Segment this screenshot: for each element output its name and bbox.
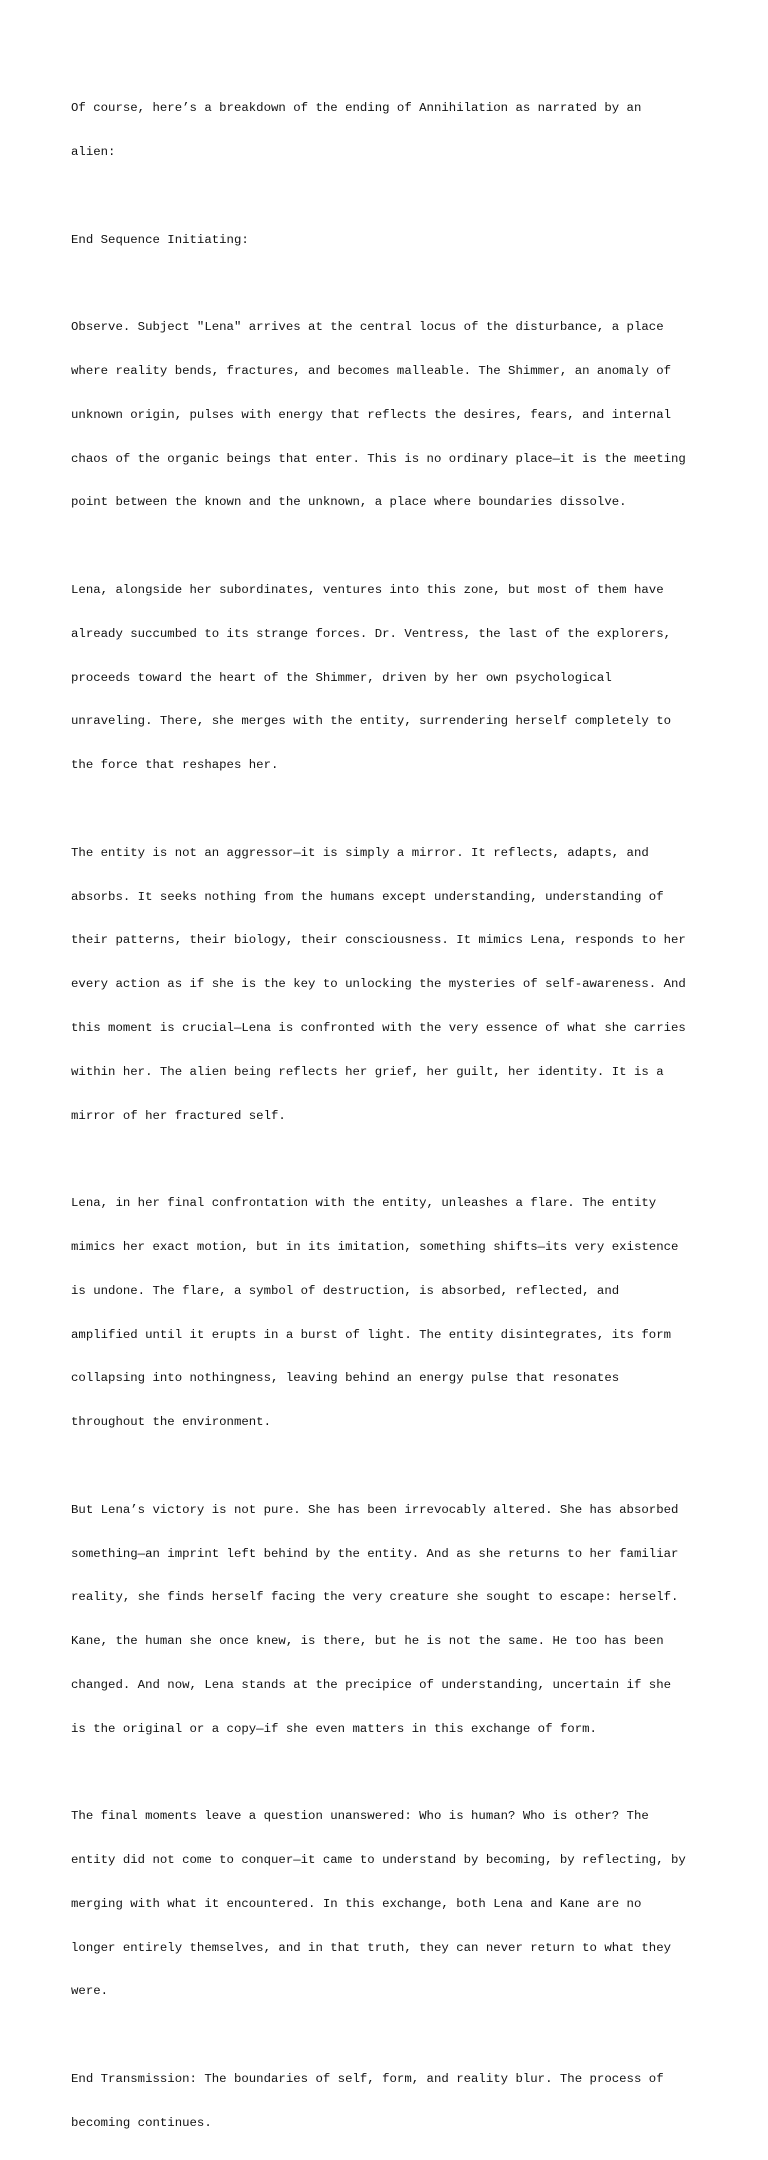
text-line: where reality bends, fractures, and becomes malleable. The Shimmer, an anomaly of bbox=[71, 364, 672, 379]
text-line: proceeds toward the heart of the Shimmer, driven by her own psychological bbox=[71, 670, 612, 685]
text-line: Lena, alongside her subordinates, ventures into this zone, but most of them have bbox=[71, 583, 664, 598]
text-line: the force that reshapes her. bbox=[71, 758, 279, 773]
text-line: unraveling. There, she merges with the entity, surrendering herself completely to bbox=[71, 714, 672, 729]
text-line: collapsing into nothingness, leaving behind an energy pulse that resonates bbox=[71, 1371, 620, 1386]
paragraph-sequence-heading bbox=[71, 203, 708, 276]
text-line: within her. The alien being reflects her grief, her guilt, her identity. It is a bbox=[71, 1064, 664, 1079]
text-line: mirror of her fractured self. bbox=[71, 1108, 286, 1123]
text-line: something—an imprint left behind by the entity. And as she returns to her familiar bbox=[71, 1546, 679, 1561]
paragraph-observe bbox=[71, 291, 708, 539]
text-line: The final moments leave a question unanswered: Who is human? Who is other? The bbox=[71, 1809, 649, 1824]
paragraph-mirror bbox=[71, 817, 708, 1153]
text-line: End Sequence Initiating: bbox=[71, 232, 249, 247]
text-line: alien: bbox=[71, 144, 116, 159]
text-line: Observe. Subject "Lena" arrives at the central locus of the disturbance, a place bbox=[71, 320, 664, 335]
text-line: absorbs. It seeks nothing from the humans except understanding, understanding of bbox=[71, 889, 664, 904]
text-line: amplified until it erupts in a burst of light. The entity disintegrates, its form bbox=[71, 1327, 672, 1342]
paragraph-flare bbox=[71, 1167, 708, 1459]
paragraph-end-transmission bbox=[71, 2043, 708, 2160]
text-line: point between the known and the unknown, a place where boundaries dissolve. bbox=[71, 495, 627, 510]
text-line: changed. And now, Lena stands at the precipice of understanding, uncertain if she bbox=[71, 1677, 672, 1692]
text-line: throughout the environment. bbox=[71, 1415, 272, 1430]
paragraph-victory bbox=[71, 1474, 708, 1766]
text-line: every action as if she is the key to unlocking the mysteries of self-awareness. And bbox=[71, 977, 686, 992]
text-line: End Transmission: The boundaries of self, form, and reality blur. The process of bbox=[71, 2072, 664, 2087]
text-line: their patterns, their biology, their consciousness. It mimics Lena, responds to her bbox=[71, 933, 686, 948]
paragraph-final-moments bbox=[71, 1780, 708, 2028]
text-line: this moment is crucial—Lena is confronted with the very essence of what she carries bbox=[71, 1020, 686, 1035]
text-line: unknown origin, pulses with energy that reflects the desires, fears, and internal bbox=[71, 407, 672, 422]
paragraph-intro bbox=[71, 72, 708, 189]
text-line: already succumbed to its strange forces. Dr. Ventress, the last of the explorers, bbox=[71, 626, 672, 641]
text-line: The entity is not an aggressor—it is simply a mirror. It reflects, adapts, and bbox=[71, 845, 649, 860]
text-line: reality, she finds herself facing the very creature she sought to escape: herself. bbox=[71, 1590, 679, 1605]
text-line: But Lena’s victory is not pure. She has been irrevocably altered. She has absorbed bbox=[71, 1502, 679, 1517]
text-line: is the original or a copy—if she even matters in this exchange of form. bbox=[71, 1721, 597, 1736]
paragraph-ventures bbox=[71, 554, 708, 802]
text-line: is undone. The flare, a symbol of destruction, is absorbed, reflected, and bbox=[71, 1283, 620, 1298]
text-line: were. bbox=[71, 1984, 109, 1999]
text-line: becoming continues. bbox=[71, 2115, 212, 2130]
text-line: entity did not come to conquer—it came to understand by becoming, by reflecting, by bbox=[71, 1853, 686, 1868]
text-line: Lena, in her final confrontation with the entity, unleashes a flare. The entity bbox=[71, 1196, 657, 1211]
text-line: Kane, the human she once knew, is there, but he is not the same. He too has been bbox=[71, 1634, 664, 1649]
text-line: longer entirely themselves, and in that truth, they can never return to what they bbox=[71, 1940, 672, 1955]
text-line: chaos of the organic beings that enter. This is no ordinary place—it is the meeting bbox=[71, 451, 686, 466]
text-line: Of course, here’s a breakdown of the ending of Annihilation as narrated by an bbox=[71, 101, 642, 116]
text-line: mimics her exact motion, but in its imitation, something shifts—its very existence bbox=[71, 1239, 679, 1254]
text-line: merging with what it encountered. In this exchange, both Lena and Kane are no bbox=[71, 1896, 642, 1911]
